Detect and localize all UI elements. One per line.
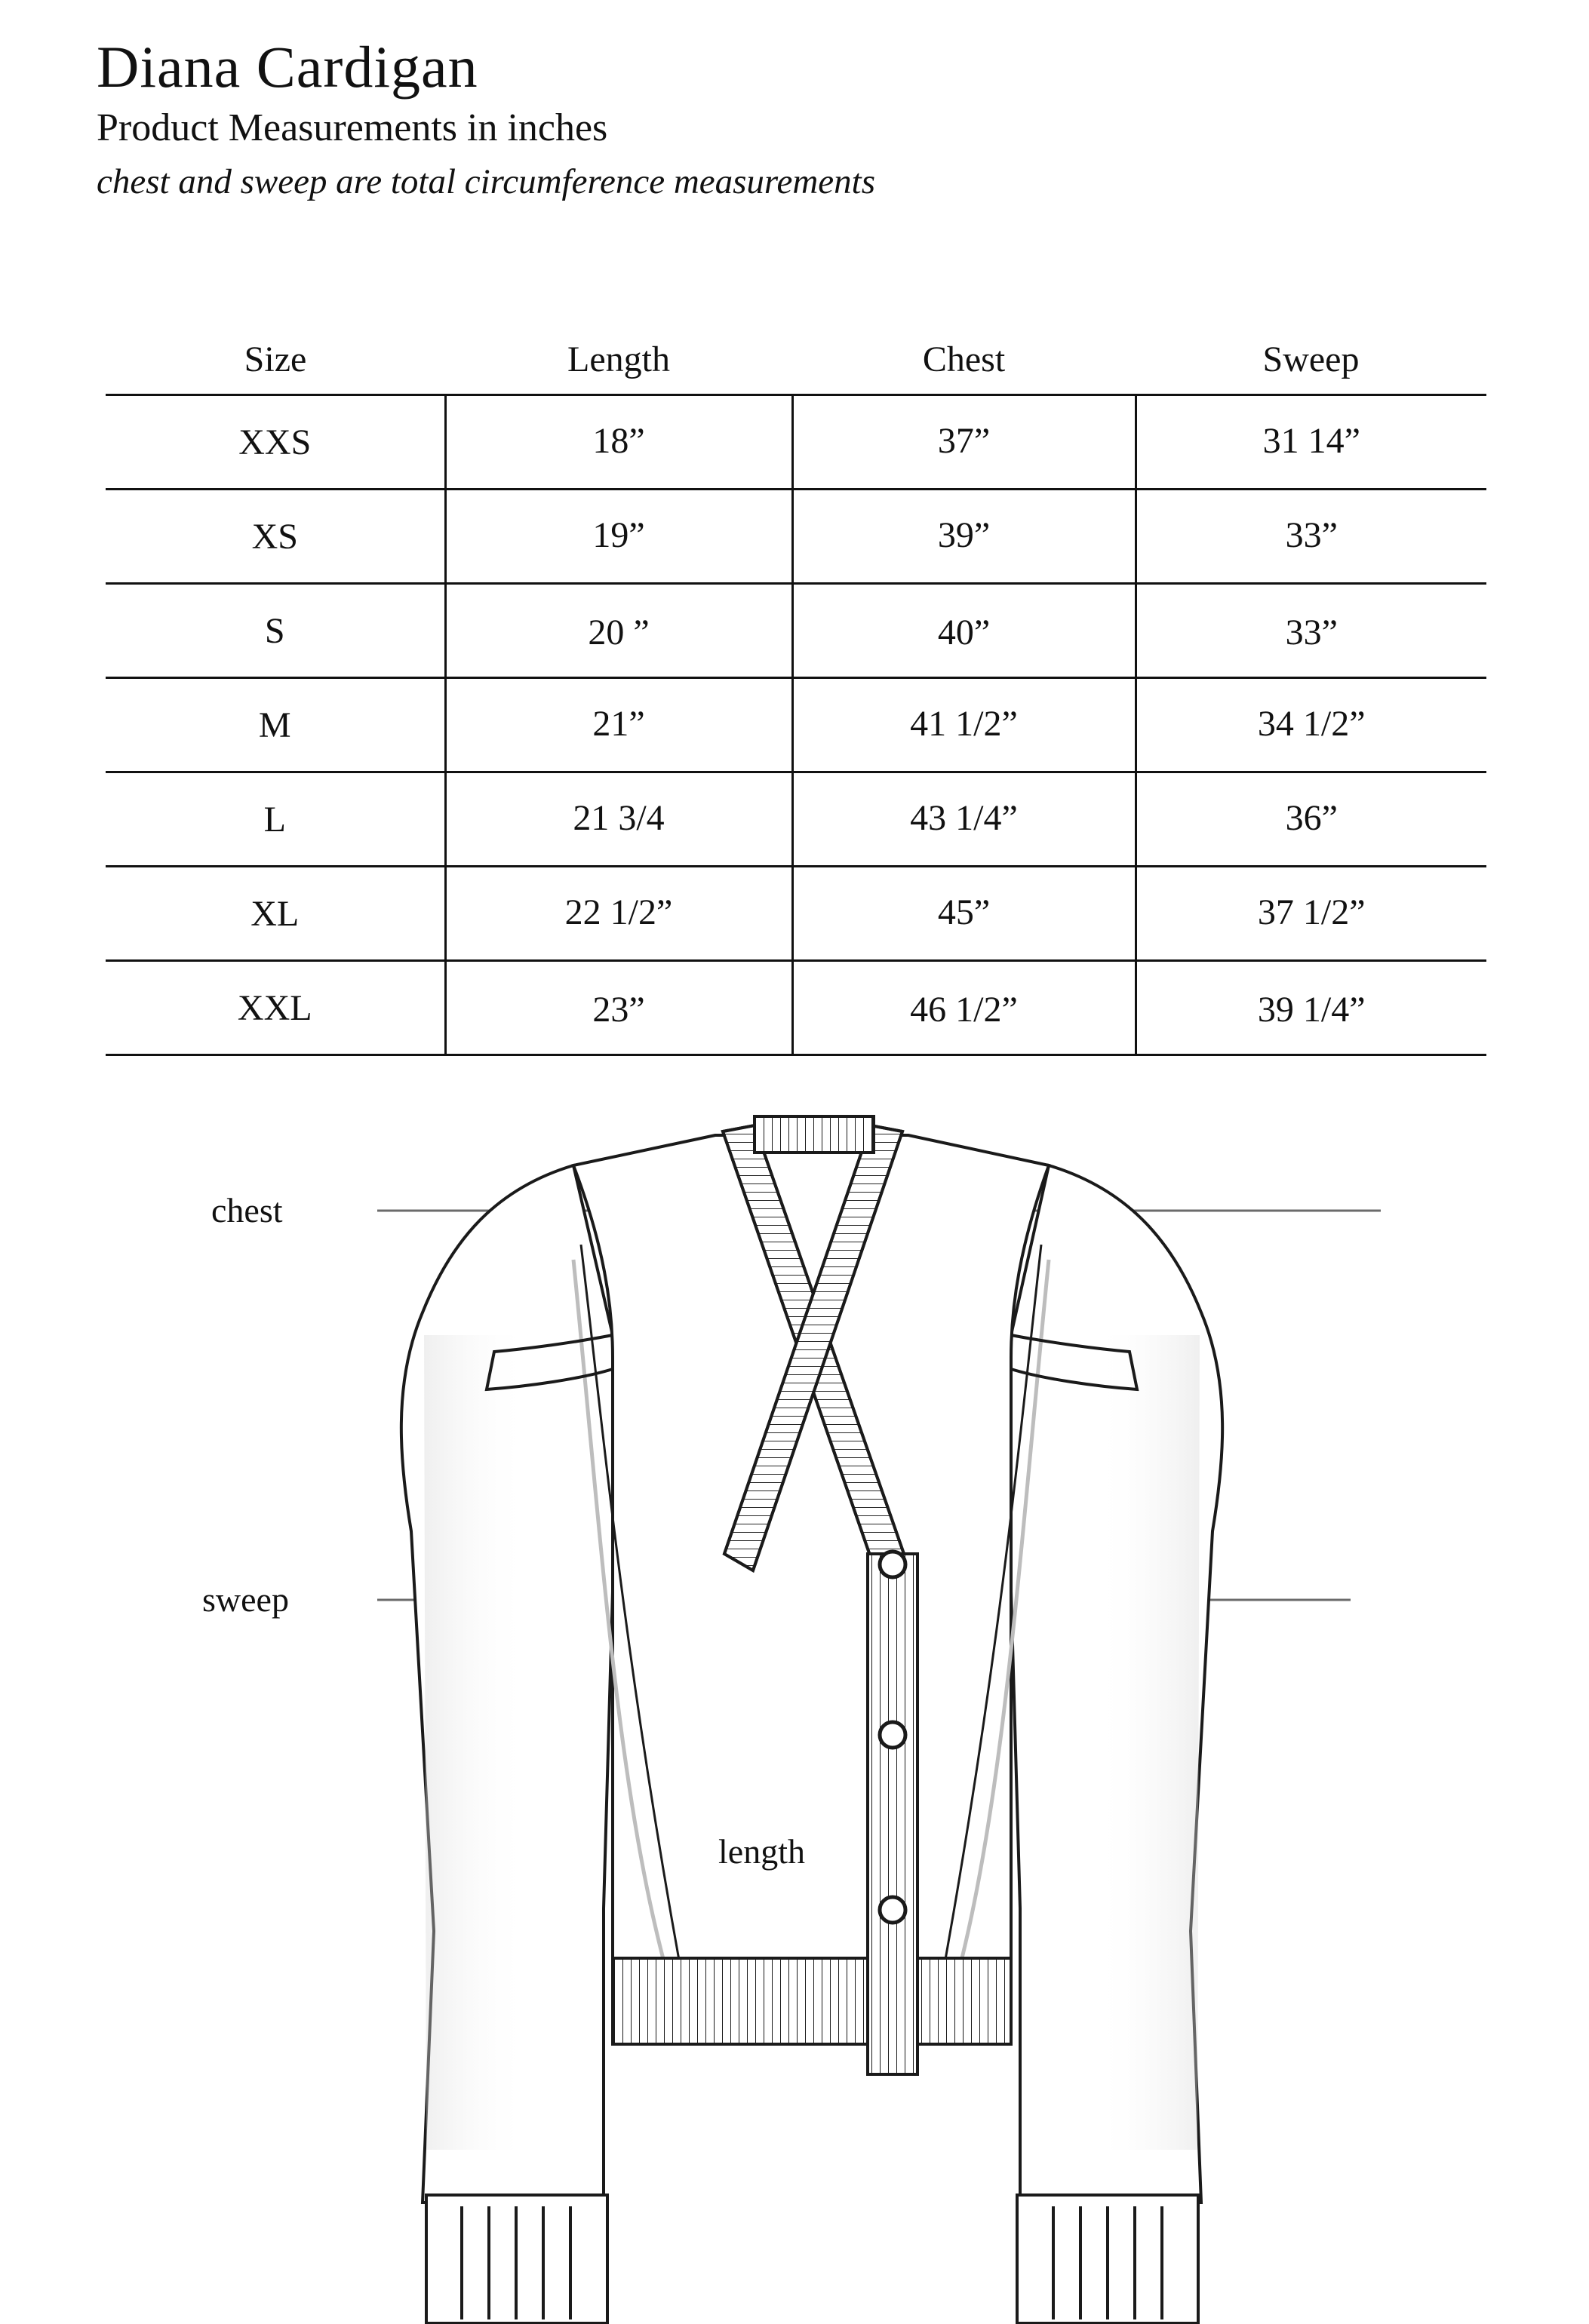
cell-sweep: 31 14”	[1136, 394, 1486, 488]
size-table-wrapper	[106, 324, 1486, 1056]
size-table	[106, 324, 1486, 1056]
cell-size: S	[106, 584, 445, 678]
table-row	[106, 961, 1486, 1055]
measurement-note: chest and sweep are total circumference measurements	[97, 161, 875, 201]
right-cuff-rib	[1017, 2195, 1198, 2323]
length-label: length	[718, 1832, 805, 1871]
page-subtitle: Product Measurements in inches	[97, 106, 608, 149]
size-table-head	[106, 324, 1486, 395]
cell-size: XXS	[106, 395, 445, 490]
garment-diagram	[0, 1109, 1589, 2324]
chest-label: chest	[211, 1191, 283, 1230]
table-header-row	[106, 324, 1486, 395]
button-top	[880, 1552, 905, 1577]
cell-chest: 45”	[792, 865, 1136, 959]
column-header-sweep: Sweep	[1262, 339, 1360, 379]
cell-length: 21 3/4	[445, 771, 792, 865]
cell-sweep: 36”	[1136, 771, 1486, 865]
cell-chest: 40”	[792, 585, 1136, 680]
size-table-body	[106, 395, 1486, 1055]
column-header-size: Size	[244, 339, 307, 379]
cell-size: L	[106, 772, 445, 867]
cell-chest: 39”	[792, 488, 1136, 582]
button-middle	[880, 1722, 905, 1748]
cell-size: M	[106, 678, 445, 772]
cell-size: XL	[106, 867, 445, 961]
table-row	[106, 678, 1486, 772]
cell-chest: 43 1/4”	[792, 771, 1136, 865]
cell-length: 19”	[445, 488, 792, 582]
table-row	[106, 772, 1486, 867]
table-row	[106, 490, 1486, 584]
cell-sweep: 39 1/4”	[1136, 962, 1486, 1057]
cell-size: XXL	[106, 961, 445, 1055]
cell-chest: 46 1/2”	[792, 962, 1136, 1057]
page-title: Diana Cardigan	[97, 34, 478, 100]
table-row	[106, 867, 1486, 961]
cell-length: 23”	[445, 962, 792, 1057]
cell-sweep: 33”	[1136, 488, 1486, 582]
torso	[573, 1135, 1049, 2044]
sweep-label: sweep	[202, 1580, 289, 1619]
cell-sweep: 37 1/2”	[1136, 865, 1486, 959]
cell-length: 22 1/2”	[445, 865, 792, 959]
table-row	[106, 395, 1486, 490]
document-header	[97, 36, 1500, 202]
column-header-chest: Chest	[922, 339, 1006, 379]
left-cuff-rib	[426, 2195, 607, 2323]
table-row	[106, 584, 1486, 678]
cell-chest: 37”	[792, 394, 1136, 488]
button-bottom	[880, 1897, 905, 1923]
column-header-length: Length	[567, 339, 670, 379]
cell-chest: 41 1/2”	[792, 677, 1136, 771]
cell-sweep: 33”	[1136, 585, 1486, 680]
cell-length: 18”	[445, 394, 792, 488]
cell-length: 20 ”	[445, 585, 792, 680]
hem-ribbing	[613, 1958, 1011, 2044]
cell-length: 21”	[445, 677, 792, 771]
cell-sweep: 34 1/2”	[1136, 677, 1486, 771]
cell-size: XS	[106, 490, 445, 584]
